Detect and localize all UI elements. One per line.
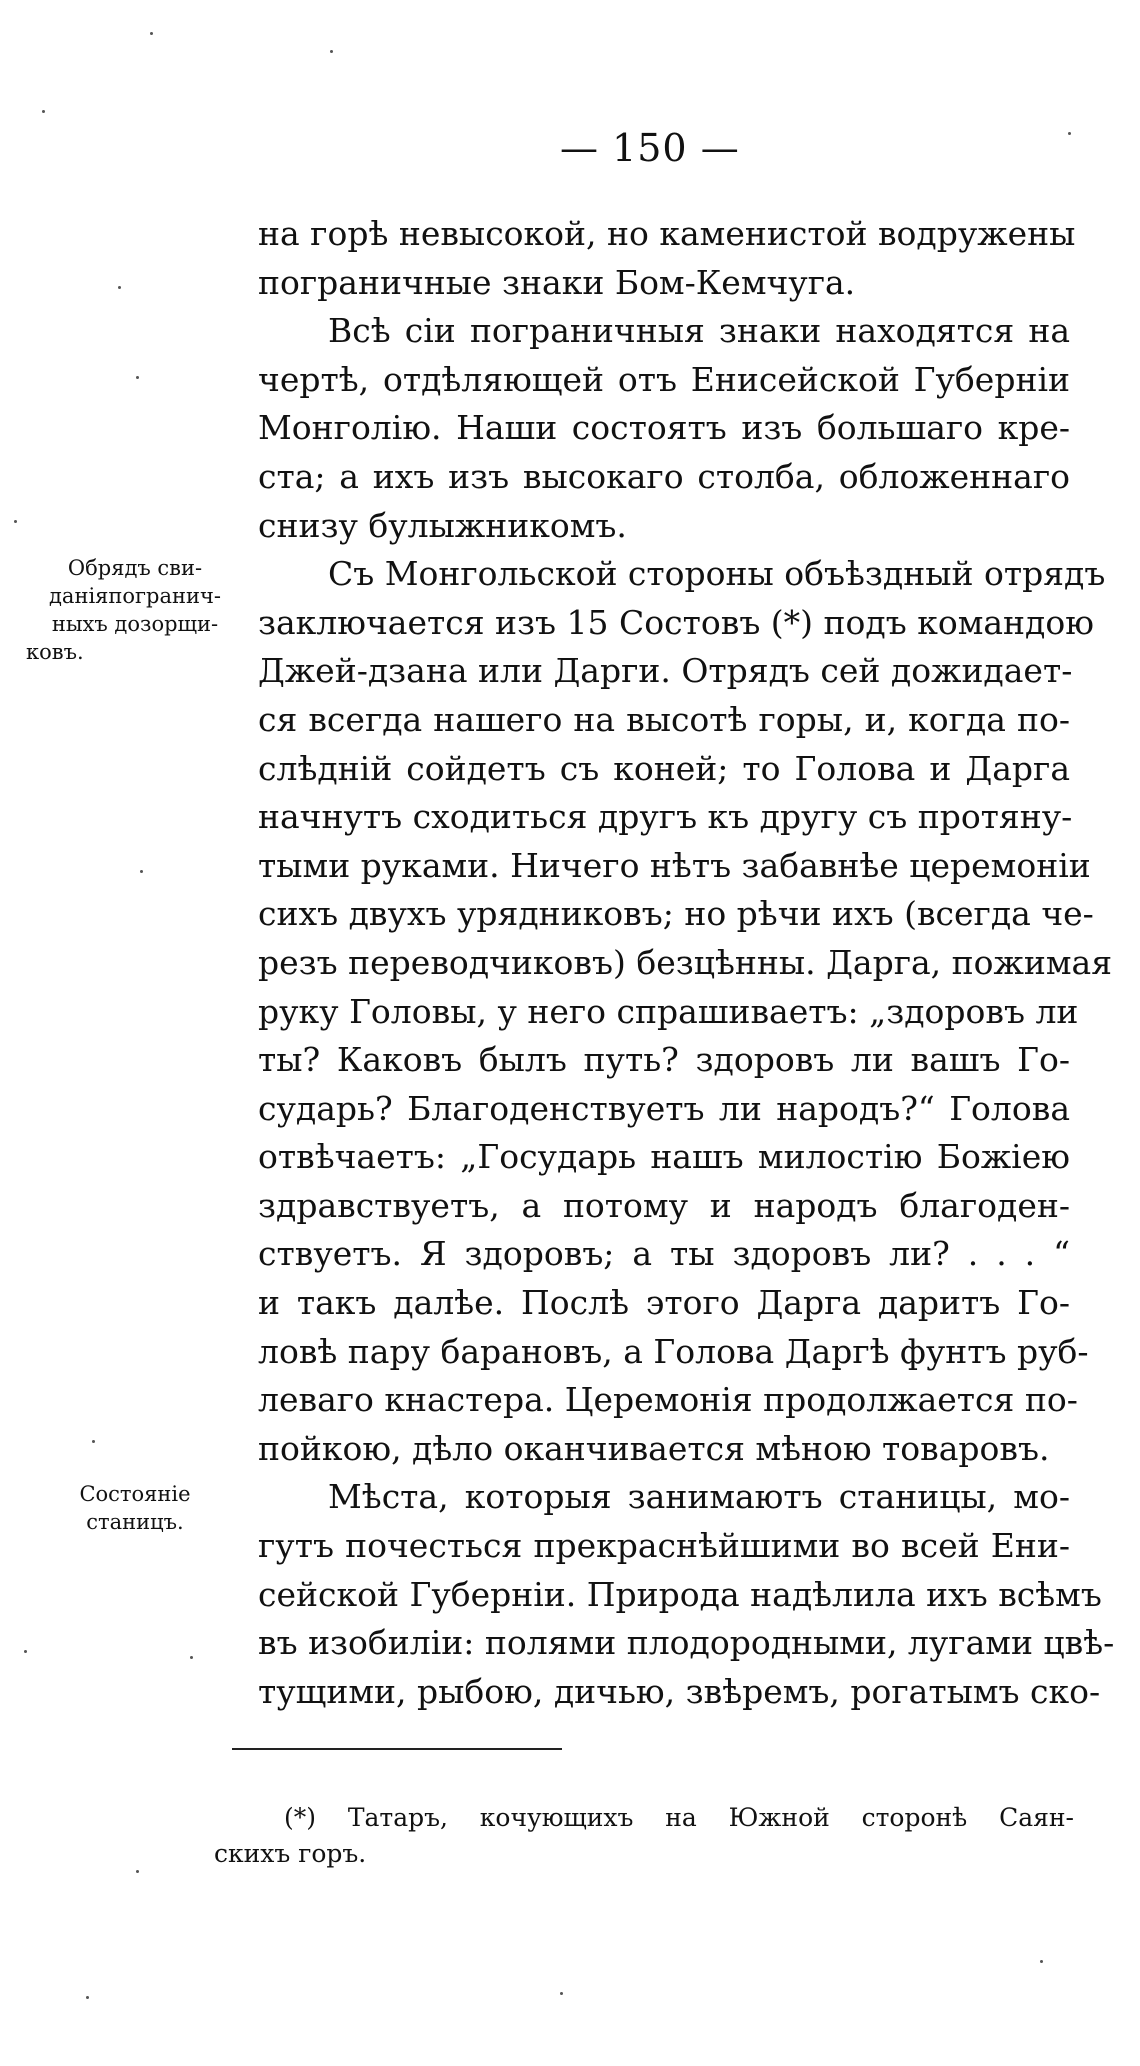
text-line: отвѣчаетъ: „Государь нашъ милостію Божіею [258,1137,1070,1177]
text-line: резъ переводчиковъ) безцѣнны. Дарга, пожимая [258,942,1113,982]
scan-speck [140,870,143,873]
text-line: Мѣста, которыя занимаютъ станицы, мо- [328,1477,1070,1517]
scan-speck [14,520,17,523]
scan-speck [24,1650,27,1653]
text-line: сударь? Благоденствуетъ ли народъ?“ Голова [258,1088,1070,1128]
margin-note-line: Обрядъ сви- [67,556,203,580]
text-line: Всѣ сіи пограничныя знаки находятся на [328,311,1070,351]
footnote-line: (*) Татаръ, кочующихъ на Южной сторонѣ Саян- [284,1803,1074,1832]
scan-speck [330,50,333,53]
text-line: пограничные знаки Бом-Кемчуга. [258,262,856,302]
scan-speck [1068,132,1071,135]
footnote-rule [232,1748,562,1750]
scan-speck [118,286,121,289]
scan-speck [42,110,45,113]
margin-note-rite [20,554,250,666]
text-line: сейской Губерніи. Природа надѣлила ихъ всѣмъ [258,1574,1102,1614]
text-line: слѣдній сойдетъ съ коней; то Голова и Дарга [258,748,1070,788]
main-text [258,210,1115,1716]
margin-note-stations [20,1480,250,1536]
text-line: здравствуетъ, а потому и народъ благоден- [258,1185,1070,1225]
text-line: заключается изъ 15 Состовъ (*) подъ командою [258,602,1094,642]
scan-speck [1040,1960,1043,1963]
scan-speck [190,1656,193,1659]
footnote-line: скихъ горъ. [214,1839,367,1868]
text-line: и такъ далѣе. Послѣ этого Дарга даритъ Го- [258,1283,1070,1323]
page-number: — 150 — [560,126,740,170]
text-line: ствуетъ. Я здоровъ; а ты здоровъ ли? . . . “ [258,1234,1070,1274]
text-line: ты? Каковъ былъ путь? здоровъ ли вашъ Го- [258,1040,1070,1080]
margin-note-line: Состояніе [79,1482,191,1506]
text-line: тущими, рыбою, дичью, звѣремъ, рогатымъ ско- [258,1671,1101,1711]
text-line: ся всегда нашего на высотѣ горы, и, когда по- [258,699,1070,739]
margin-note-line: ныхъ дозорщи- [51,612,219,636]
scan-speck [86,1996,89,1999]
text-line: сихъ двухъ урядниковъ; но рѣчи ихъ (всегда че- [258,894,1094,934]
scan-speck [92,1440,95,1443]
text-line: Съ Монгольской стороны объѣздный отрядъ [328,554,1106,594]
text-line: гутъ почестьcя прекраснѣйшими во всей Ени- [258,1526,1070,1566]
text-line: ста; а ихъ изъ высокаго столба, обложеннаго [258,456,1070,496]
margin-note-line: даніяпогранич- [49,584,221,608]
text-line: въ изобиліи: полями плодородными, лугами цвѣ- [258,1623,1115,1663]
scan-speck [150,32,153,35]
text-line: ловѣ пару барановъ, а Голова Даргѣ фунтъ руб- [258,1331,1089,1371]
margin-note-line: ковъ. [26,640,84,664]
text-line: тыми руками. Ничего нѣтъ забавнѣе церемоніи [258,845,1091,885]
text-line: леваго кнастера. Церемонія продолжается по- [258,1380,1078,1420]
scan-speck [136,1870,139,1873]
text-line: начнутъ сходиться другъ къ другу съ протяну- [258,797,1073,837]
scan-speck [560,1992,563,1995]
text-line: на горѣ невысокой, но каменистой водружены [258,214,1076,253]
scan-speck [136,376,139,379]
text-line: снизу булыжникомъ. [258,505,627,545]
text-line: руку Головы, у него спрашиваетъ: „здоровъ ли [258,991,1079,1031]
text-line: пойкою, дѣло оканчивается мѣною товаровъ. [258,1428,1050,1468]
text-line: Монголію. Наши состоятъ изъ большаго кре- [258,408,1070,448]
text-line: чертѣ, отдѣляющей отъ Енисейской Губерніи [258,359,1070,399]
margin-note-line: станицъ. [86,1510,184,1534]
text-line: Джей-дзана или Дарги. Отрядъ сей дожидает- [258,651,1073,691]
footnote [214,1800,1074,1872]
